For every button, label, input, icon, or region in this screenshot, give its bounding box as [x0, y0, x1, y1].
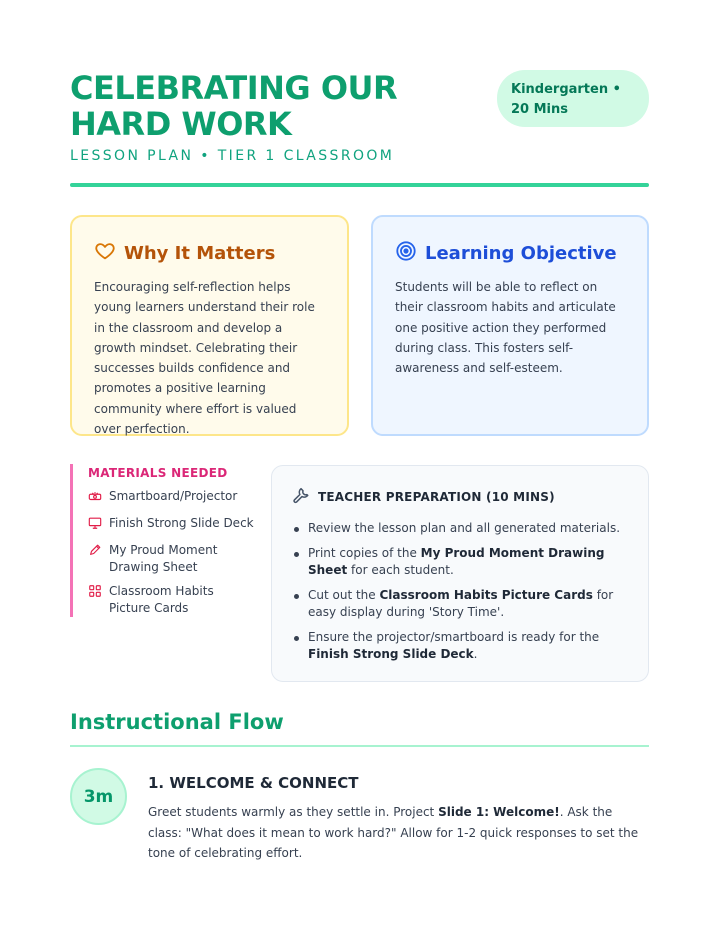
teacher-prep-list	[292, 520, 628, 664]
grade-duration-badge: Kindergarten • 20 Mins	[497, 70, 649, 127]
materials-list	[88, 488, 255, 617]
list-item: Ensure the projector/smartboard is ready for the Finish Strong Slide Deck.	[292, 629, 628, 664]
step-body: Greet students warmly as they settle in. Project Slide 1: Welcome!. Ask the class: "What does it mean to work hard?" Allow for 1-2 quick responses to set the tone of celebrating effort.	[148, 805, 639, 860]
list-item: Review the lesson plan and all generated materials.	[292, 520, 628, 538]
target-icon	[395, 240, 417, 266]
flow-divider	[70, 745, 649, 747]
why-it-matters-body: Encouraging self-reflection helps young learners understand their role in the classroom and develop a growth mindset. Celebrating their successes builds confidence and promotes a positive learning community where effort is valued over perfection.	[94, 280, 315, 437]
materials-section	[70, 464, 255, 617]
list-item	[88, 515, 255, 535]
instructional-flow-title: Instructional Flow	[70, 710, 284, 734]
list-item	[88, 542, 255, 576]
why-it-matters-title: Why It Matters	[124, 242, 276, 264]
list-item: Print copies of the My Proud Moment Drawing Sheet for each student.	[292, 545, 628, 580]
pencil-icon	[88, 543, 102, 576]
material-label: My Proud Moment Drawing Sheet	[109, 543, 218, 574]
list-item: Cut out the Classroom Habits Picture Cards for easy display during 'Story Time'.	[292, 587, 628, 622]
why-it-matters-card	[70, 215, 349, 436]
list-item	[88, 488, 255, 508]
projector-icon	[88, 489, 102, 508]
materials-title: MATERIALS NEEDED	[88, 466, 228, 480]
page-title: CELEBRATING OUR HARD WORK	[70, 69, 398, 143]
list-item	[88, 583, 255, 617]
learning-objective-body: Students will be able to reflect on their classroom habits and articulate one positive action they performed during class. This fosters self-awareness and self-esteem.	[395, 280, 616, 376]
heart-icon	[94, 240, 116, 266]
teacher-prep-title: TEACHER PREPARATION (10 MINS)	[318, 490, 555, 504]
learning-objective-card	[371, 215, 649, 436]
presentation-icon	[88, 516, 102, 535]
step-time-badge: 3m	[70, 768, 127, 825]
learning-objective-title: Learning Objective	[425, 242, 617, 264]
material-label: Smartboard/Projector	[109, 489, 238, 503]
wrench-icon	[292, 486, 310, 508]
material-label: Finish Strong Slide Deck	[109, 516, 254, 530]
header-divider	[70, 183, 649, 187]
grid-icon	[88, 584, 102, 617]
step-title: 1. WELCOME & CONNECT	[148, 774, 359, 792]
material-label: Classroom Habits Picture Cards	[109, 584, 214, 615]
teacher-prep-card	[271, 465, 649, 682]
page-subtitle: LESSON PLAN • TIER 1 CLASSROOM	[70, 148, 395, 164]
